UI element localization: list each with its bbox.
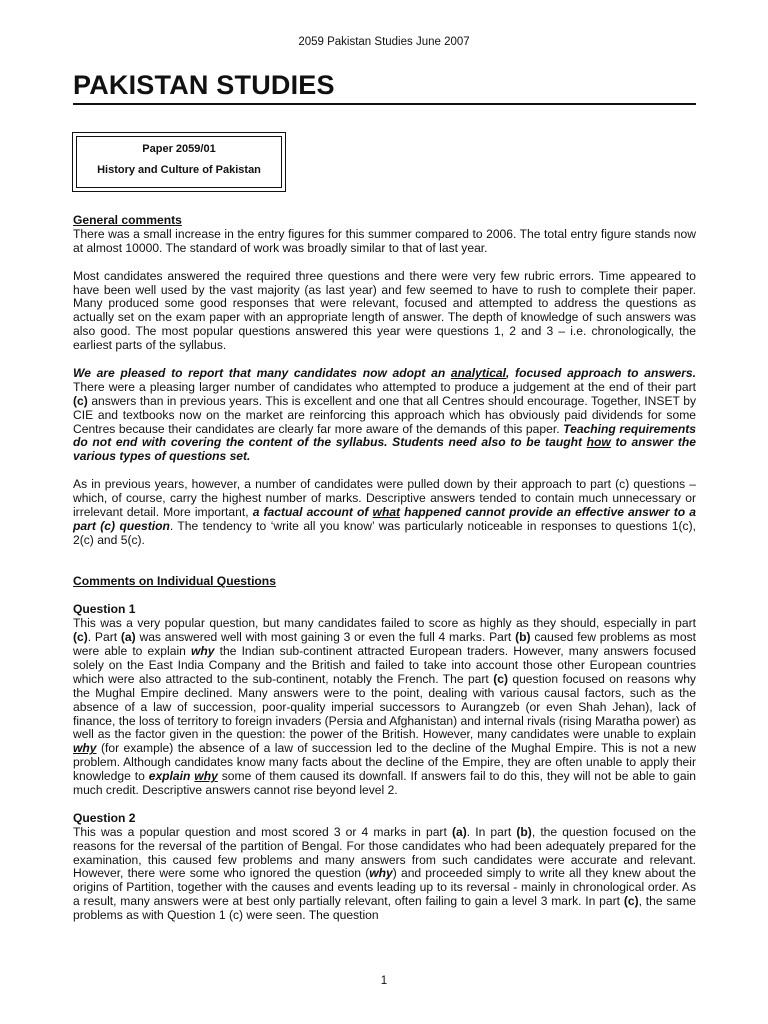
p3-emphasis-analytical: analytical (450, 365, 507, 380)
q1-part: some of them caused its downfall. If answers fail to do this, they will not be able to gain much credit. Descriptive answers cannot rise beyond level 2. (73, 769, 696, 798)
q1-part: caused few problems as most were able to explain (73, 630, 696, 658)
page-number: 1 (380, 975, 388, 987)
general-comments-heading: General comments (73, 213, 182, 227)
q1-part-label: (c) (73, 630, 88, 645)
report-body (73, 214, 696, 937)
p3-part: to answer the various types of questions set. (73, 435, 696, 464)
q1-emphasis-why: why (194, 769, 218, 784)
p3-part: answers than in previous years. This is excellent and one that all Centres should encourage. Together, INSET by CIE and textbooks now on the market are reinforcing this approach which has obviously paid dividends for some Centres because their candidates are clearly far more aware of the demands of this paper. (73, 393, 696, 436)
question-2-paragraph (73, 826, 696, 923)
section-gap (73, 589, 696, 603)
q2-part: , the same problems as with Question 1 (c) were seen. The question (73, 894, 696, 923)
general-paragraph-1: There was a small increase in the entry figures for this summer compared to 2006. The total entry figure stands now at almost 10000. The standard of work was broadly similar to that of last year. (73, 226, 696, 255)
q1-emphasis-explain: explain (148, 769, 195, 784)
general-paragraph-4 (73, 478, 696, 548)
q1-part: (for example) the absence of a law of succession led to the decline of the Mughal Empire. This is not a new problem. Although candidates know many facts about the decline of the Empire, they are often unable to apply their knowledge to (73, 741, 696, 784)
p3-part: We are pleased to report that many candidates now adopt an (73, 365, 451, 380)
individual-questions-heading: Comments on Individual Questions (73, 574, 276, 589)
paper-code: Paper 2059/01 (142, 143, 216, 155)
q2-part-label: (c) (623, 894, 639, 909)
p4-part: happened cannot provide an effective answer to a part (c) question (73, 504, 697, 533)
p3-part: Teaching requirements do not end with covering the content of the syllabus. Students need also to be taught (73, 421, 697, 450)
q2-part-label: (b) (516, 824, 532, 839)
question-2-heading: Question 2 (73, 810, 136, 825)
q2-part: , the question focused on the reasons for the reversal of the partition of Bengal. For those candidates who had been adequately prepared for the examination, this caused few problems and many answers from such candidates were accurate and relevant. However, there were some who ignored the question ( (73, 824, 696, 881)
general-paragraph-3 (73, 367, 696, 464)
q1-part: the Indian sub-continent attracted European traders. However, many answers focused solely on the East India Company and the British and failed to take into account those other European countries which were also attracted to the sub-continent, notably the French. The part (73, 644, 696, 686)
paper-box-inner (76, 136, 282, 188)
q1-part: This was a very popular question, but many candidates failed to score as highly as they should, especially in part (73, 616, 696, 631)
q1-emphasis-why: why (190, 644, 215, 658)
general-paragraph-2: Most candidates answered the required three questions and there were very few rubric errors. Time appeared to have been well used by the vast majority (as last year) and few seemed to have to rush to complete their paper. Many produced some good responses that were relevant, focused and attempted to address the questions as actually set on the exam paper with an appropriate length of answer. The depth of knowledge of such answers was also good. The most popular questions answered this year were questions 1, 2 and 3 – i.e. chronologically, the earliest parts of the syllabus. (73, 268, 696, 353)
p3-part: There were a pleasing larger number of candidates who attempted to produce a judgement at the end of their part (73, 379, 696, 394)
page-title: PAKISTAN STUDIES (73, 70, 335, 100)
p4-part: a factual account of (252, 504, 373, 519)
q1-part-label: (a) (120, 630, 136, 645)
q1-emphasis-why: why (73, 741, 97, 756)
paper-subtitle: History and Culture of Pakistan (97, 164, 261, 176)
paper-box (72, 132, 286, 192)
q2-part-label: (a) (451, 824, 467, 839)
question-1-paragraph (73, 617, 696, 798)
q2-part: ) and proceeded simply to write all they knew about the origins of Partition, together with the causes and events leading up to its reversal - mainly in chronological order. As a result, many answers were at best only partially relevant, often failing to gain a level 3 mark. In part (73, 866, 696, 909)
q1-part: . Part (87, 630, 121, 645)
q1-part-label: (c) (493, 671, 508, 686)
p4-emphasis-what: what (372, 504, 401, 519)
p3-emphasis-how: how (586, 435, 611, 450)
p4-part: As in previous years, however, a number of candidates were pulled down by their approach to part (c) questions – which, of course, carry the highest number of marks. Descriptive answers tended to contain much unnecessary or irrelevant detail. More important, (73, 477, 696, 519)
title-underline-rule (73, 103, 696, 105)
q2-emphasis-why: why (369, 866, 393, 881)
q2-part: This was a popular question and most scored 3 or 4 marks in part (73, 824, 452, 839)
q1-part: was answered well with most gaining 3 or even the full 4 marks. Part (135, 630, 516, 645)
p4-part: . The tendency to ‘write all you know’ was particularly noticeable in responses to questions 1(c), 2(c) and 5(c). (73, 518, 696, 547)
q1-part: question focused on reasons why the Mughal Empire declined. Many answers were to the point, dealing with various causal factors, such as the absence of a law of succession, poor-quality imperial successors to Aurangzeb (or even Shah Jehan), lack of finance, the loss of territory to foreign invaders (Persia and Afghanistan) and internal rivals (rising Maratha power) as well as the factor given in the question: the power of the British. However, many candidates were unable to explain (73, 671, 696, 742)
p3-part-c: (c) (73, 393, 88, 408)
section-gap (73, 562, 696, 576)
p3-part: , focused approach to answers. (506, 365, 696, 380)
question-1-heading: Question 1 (73, 602, 136, 617)
running-header: 2059 Pakistan Studies June 2007 (298, 36, 470, 48)
q2-part: . In part (466, 824, 517, 839)
q1-part-label: (b) (515, 630, 531, 645)
